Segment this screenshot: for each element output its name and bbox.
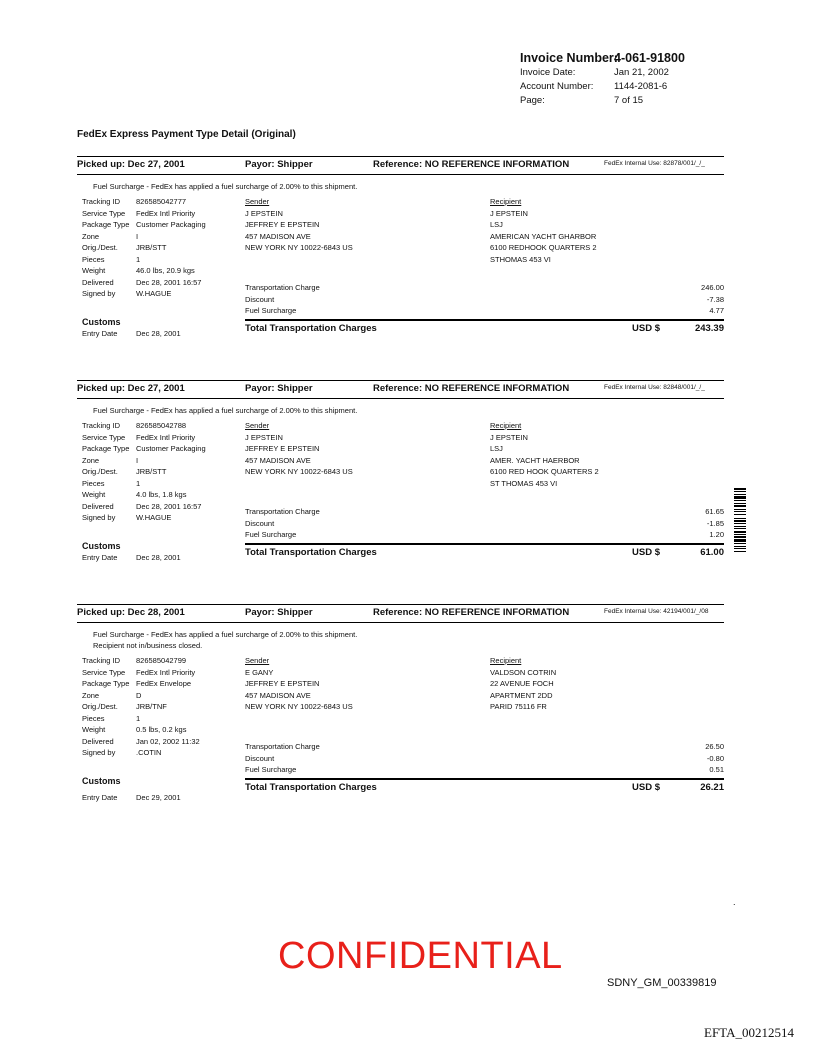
detail-row	[82, 489, 186, 501]
detail-row	[82, 701, 167, 713]
recipient-line: LSJ	[490, 220, 503, 229]
page-label: Page:	[520, 95, 545, 106]
sender-line: JEFFREY E EPSTEIN	[245, 444, 320, 453]
detail-key: Package Type	[82, 444, 130, 453]
charge-amount: -7.38	[706, 294, 724, 304]
entry-date-value: Dec 29, 2001	[136, 793, 181, 802]
sender-heading: Sender	[245, 656, 270, 665]
account-number-value: 1144-2081-6	[614, 81, 668, 92]
detail-value: Jan 02, 2002 11:32	[136, 736, 200, 746]
detail-value: 826585042799	[136, 656, 187, 665]
detail-value: JRB/TNF	[136, 702, 167, 711]
detail-value: D	[136, 690, 142, 700]
recipient-heading: Recipient	[490, 197, 522, 206]
header-top-rule	[77, 380, 724, 381]
charge-amount: 246.00	[701, 283, 724, 292]
detail-row	[82, 747, 161, 759]
efta-number: EFTA_00212514	[704, 1025, 794, 1040]
detail-key: Signed by	[82, 748, 116, 757]
charge-amount: 61.65	[705, 507, 724, 516]
detail-key: Zone	[82, 455, 100, 465]
invoice-date-value: Jan 21, 2002	[614, 67, 669, 78]
detail-value: Customer Packaging	[136, 220, 206, 229]
entry-date-value: Dec 28, 2001	[136, 329, 181, 338]
recipient-line: VALDSON COTRIN	[490, 667, 557, 677]
recipient-line: 6100 RED HOOK QUARTERS 2	[490, 467, 599, 476]
recipient-line: AMERICAN YACHT GHARBOR	[490, 231, 597, 241]
detail-value: Dec 28, 2001 16:57	[136, 501, 202, 511]
charge-label: Fuel Surcharge	[245, 530, 297, 539]
sender-line: JEFFREY E EPSTEIN	[245, 679, 320, 688]
detail-row	[82, 265, 195, 277]
reference: Reference: NO REFERENCE INFORMATION	[373, 383, 570, 394]
shipment-note: Fuel Surcharge - FedEx has applied a fuel surcharge of 2.00% to this shipment.	[93, 182, 358, 191]
recipient-line: LSJ	[490, 444, 503, 453]
entry-date-row	[82, 793, 181, 802]
sender-heading: Sender	[245, 197, 270, 206]
detail-key: Pieces	[82, 254, 105, 264]
charge-label: Discount	[245, 294, 275, 304]
sender-line: NEW YORK NY 10022-6843 US	[245, 243, 353, 252]
detail-key: Package Type	[82, 220, 130, 229]
detail-row	[82, 242, 166, 254]
header-bottom-rule	[77, 622, 724, 623]
confidential-stamp: CONFIDENTIAL	[278, 935, 563, 977]
shipment-block	[77, 383, 724, 633]
payor: Payor: Shipper	[245, 159, 313, 170]
charge-row	[245, 764, 724, 776]
detail-key: Signed by	[82, 289, 116, 298]
detail-row	[82, 690, 141, 702]
picked-up-date: Picked up: Dec 27, 2001	[77, 383, 185, 394]
detail-key: Tracking ID	[82, 197, 121, 206]
detail-value: 826585042788	[136, 421, 187, 430]
sender-line: 457 MADISON AVE	[245, 455, 311, 465]
detail-key: Signed by	[82, 513, 116, 522]
detail-key: Delivered	[82, 736, 114, 746]
charge-label: Discount	[245, 753, 275, 763]
detail-value: FedEx Intl Priority	[136, 208, 196, 218]
detail-value: 1	[136, 254, 141, 264]
internal-use: FedEx Internal Use: 82848/001/_/_	[604, 384, 705, 391]
detail-row	[82, 478, 140, 490]
detail-value: FedEx Envelope	[136, 679, 192, 688]
charge-amount: -0.80	[706, 753, 724, 763]
charge-row	[245, 506, 724, 518]
total-currency: USD $	[632, 782, 660, 793]
total-rule	[245, 319, 724, 321]
sender-line: J EPSTEIN	[245, 432, 283, 442]
detail-value: W.HAGUE	[136, 289, 172, 298]
charge-amount: 1.20	[709, 530, 724, 539]
total-label: Total Transportation Charges	[245, 782, 377, 793]
internal-use: FedEx Internal Use: 42194/001/_/08	[604, 608, 709, 615]
sender-line: J EPSTEIN	[245, 208, 283, 218]
sender-heading: Sender	[245, 421, 270, 430]
detail-value: I	[136, 455, 139, 465]
total-amount: 26.21	[700, 782, 724, 793]
sender-block	[245, 196, 353, 254]
recipient-line: J EPSTEIN	[490, 208, 528, 218]
sender-line: JEFFREY E EPSTEIN	[245, 220, 320, 229]
detail-value: FedEx Intl Priority	[136, 667, 196, 677]
customs-heading: Customs	[82, 541, 121, 551]
shipment-note: Recipient not in/business closed.	[93, 641, 203, 650]
detail-key: Weight	[82, 266, 106, 275]
detail-key: Zone	[82, 231, 100, 241]
detail-row	[82, 420, 186, 432]
charges-list	[245, 741, 724, 776]
detail-key: Delivered	[82, 501, 114, 511]
internal-use: FedEx Internal Use: 82878/001/_/_	[604, 160, 705, 167]
detail-row	[82, 512, 171, 524]
detail-row	[82, 443, 206, 455]
customs-heading: Customs	[82, 317, 121, 327]
charge-row	[245, 305, 724, 317]
detail-value: 0.5 lbs, 0.2 kgs	[136, 725, 187, 734]
total-currency: USD $	[632, 547, 660, 558]
entry-date-label: Entry Date	[82, 329, 118, 338]
detail-key: Tracking ID	[82, 656, 121, 665]
detail-value: 1	[136, 478, 141, 488]
shipment-block	[77, 607, 724, 857]
detail-value: Dec 28, 2001 16:57	[136, 277, 202, 287]
recipient-line: 6100 REDHOOK QUARTERS 2	[490, 243, 597, 252]
detail-key: Orig./Dest.	[82, 243, 118, 252]
entry-date-label: Entry Date	[82, 553, 118, 562]
charge-amount: 4.77	[709, 306, 724, 315]
sender-line: NEW YORK NY 10022-6843 US	[245, 467, 353, 476]
charge-label: Transportation Charge	[245, 507, 320, 516]
detail-value: I	[136, 231, 139, 241]
entry-date-value: Dec 28, 2001	[136, 553, 181, 562]
detail-row	[82, 455, 138, 467]
sender-line: NEW YORK NY 10022-6843 US	[245, 702, 353, 711]
total-label: Total Transportation Charges	[245, 547, 377, 558]
charge-row	[245, 294, 724, 306]
detail-key: Orig./Dest.	[82, 467, 118, 476]
picked-up-date: Picked up: Dec 28, 2001	[77, 607, 185, 618]
total-label: Total Transportation Charges	[245, 323, 377, 334]
sender-line: 457 MADISON AVE	[245, 231, 311, 241]
barcode-icon	[734, 488, 746, 581]
charge-label: Discount	[245, 518, 275, 528]
recipient-line: ST THOMAS 453 VI	[490, 478, 558, 488]
recipient-line: 22 AVENUE FOCH	[490, 679, 554, 688]
detail-value: 4.0 lbs, 1.8 kgs	[136, 490, 187, 499]
detail-row	[82, 208, 195, 220]
charge-label: Fuel Surcharge	[245, 306, 297, 315]
detail-row	[82, 277, 201, 289]
recipient-block	[490, 655, 556, 713]
detail-value: 46.0 lbs, 20.9 kgs	[136, 266, 195, 275]
detail-value: JRB/STT	[136, 243, 167, 252]
detail-key: Package Type	[82, 679, 130, 688]
charge-amount: 0.51	[709, 765, 724, 774]
invoice-date-label: Invoice Date:	[520, 67, 576, 78]
detail-value: 826585042777	[136, 197, 187, 206]
shipment-note: Fuel Surcharge - FedEx has applied a fuel surcharge of 2.00% to this shipment.	[93, 630, 358, 639]
header-bottom-rule	[77, 398, 724, 399]
detail-row	[82, 231, 138, 243]
detail-row	[82, 655, 186, 667]
header-top-rule	[77, 156, 724, 157]
account-number-label: Account Number:	[520, 81, 594, 92]
recipient-line: J EPSTEIN	[490, 432, 528, 442]
sender-line: 457 MADISON AVE	[245, 690, 311, 700]
detail-key: Tracking ID	[82, 421, 121, 430]
detail-row	[82, 724, 186, 736]
total-rule	[245, 778, 724, 780]
detail-key: Weight	[82, 725, 106, 734]
sender-line: E GANY	[245, 667, 274, 677]
reference: Reference: NO REFERENCE INFORMATION	[373, 607, 570, 618]
stray-mark: .	[733, 897, 736, 907]
recipient-line: PARID 75116 FR	[490, 702, 547, 711]
recipient-heading: Recipient	[490, 656, 522, 665]
charge-amount: -1.85	[706, 518, 724, 528]
total-amount: 243.39	[694, 323, 724, 334]
payor: Payor: Shipper	[245, 383, 313, 394]
charge-label: Transportation Charge	[245, 742, 320, 751]
detail-key: Delivered	[82, 277, 114, 287]
entry-date-row	[82, 553, 181, 562]
charge-label: Fuel Surcharge	[245, 765, 297, 774]
recipient-line: AMER. YACHT HAERBOR	[490, 455, 580, 465]
detail-key: Pieces	[82, 713, 105, 723]
detail-row	[82, 466, 166, 478]
header-bottom-rule	[77, 174, 724, 175]
customs-heading: Customs	[82, 776, 121, 786]
shipment-block	[77, 159, 724, 409]
charges-list	[245, 506, 724, 541]
charge-row	[245, 529, 724, 541]
sender-block	[245, 655, 353, 713]
charge-label: Transportation Charge	[245, 283, 320, 292]
entry-date-label: Entry Date	[82, 793, 118, 802]
total-amount: 61.00	[700, 547, 724, 558]
detail-row	[82, 501, 201, 513]
sender-block	[245, 420, 353, 478]
detail-row	[82, 736, 200, 748]
recipient-heading: Recipient	[490, 421, 522, 430]
detail-row	[82, 254, 140, 266]
detail-row	[82, 678, 191, 690]
detail-key: Pieces	[82, 478, 105, 488]
page-value: 7 of 15	[614, 95, 644, 106]
detail-row	[82, 288, 171, 300]
total-currency: USD $	[632, 323, 660, 334]
total-rule	[245, 543, 724, 545]
picked-up-date: Picked up: Dec 27, 2001	[77, 159, 185, 170]
charge-row	[245, 518, 724, 530]
detail-value: .COTIN	[136, 748, 162, 757]
section-title: FedEx Express Payment Type Detail (Original)	[77, 129, 296, 140]
shipment-note: Fuel Surcharge - FedEx has applied a fuel surcharge of 2.00% to this shipment.	[93, 406, 358, 415]
bates-number: SDNY_GM_00339819	[607, 977, 717, 989]
detail-key: Zone	[82, 690, 100, 700]
detail-row	[82, 432, 195, 444]
recipient-block	[490, 420, 599, 489]
recipient-block	[490, 196, 597, 265]
payor: Payor: Shipper	[245, 607, 313, 618]
recipient-line: STHOMAS 453 VI	[490, 254, 551, 264]
detail-key: Service Type	[82, 208, 126, 218]
detail-value: 1	[136, 713, 141, 723]
detail-key: Service Type	[82, 667, 126, 677]
detail-value: W.HAGUE	[136, 513, 172, 522]
detail-value: JRB/STT	[136, 467, 167, 476]
reference: Reference: NO REFERENCE INFORMATION	[373, 159, 570, 170]
charge-row	[245, 282, 724, 294]
header-top-rule	[77, 604, 724, 605]
detail-key: Service Type	[82, 432, 126, 442]
invoice-number-label: Invoice Number:	[520, 51, 618, 65]
detail-row	[82, 713, 140, 725]
detail-value: FedEx Intl Priority	[136, 432, 196, 442]
detail-value: Customer Packaging	[136, 444, 206, 453]
detail-row	[82, 219, 206, 231]
detail-row	[82, 196, 186, 208]
charge-row	[245, 753, 724, 765]
invoice-number: 4-061-91800	[614, 51, 685, 65]
charge-amount: 26.50	[705, 742, 724, 751]
entry-date-row	[82, 329, 181, 338]
detail-key: Orig./Dest.	[82, 702, 118, 711]
detail-key: Weight	[82, 490, 106, 499]
detail-row	[82, 667, 195, 679]
recipient-line: APARTMENT 2DD	[490, 690, 553, 700]
charges-list	[245, 282, 724, 317]
charge-row	[245, 741, 724, 753]
